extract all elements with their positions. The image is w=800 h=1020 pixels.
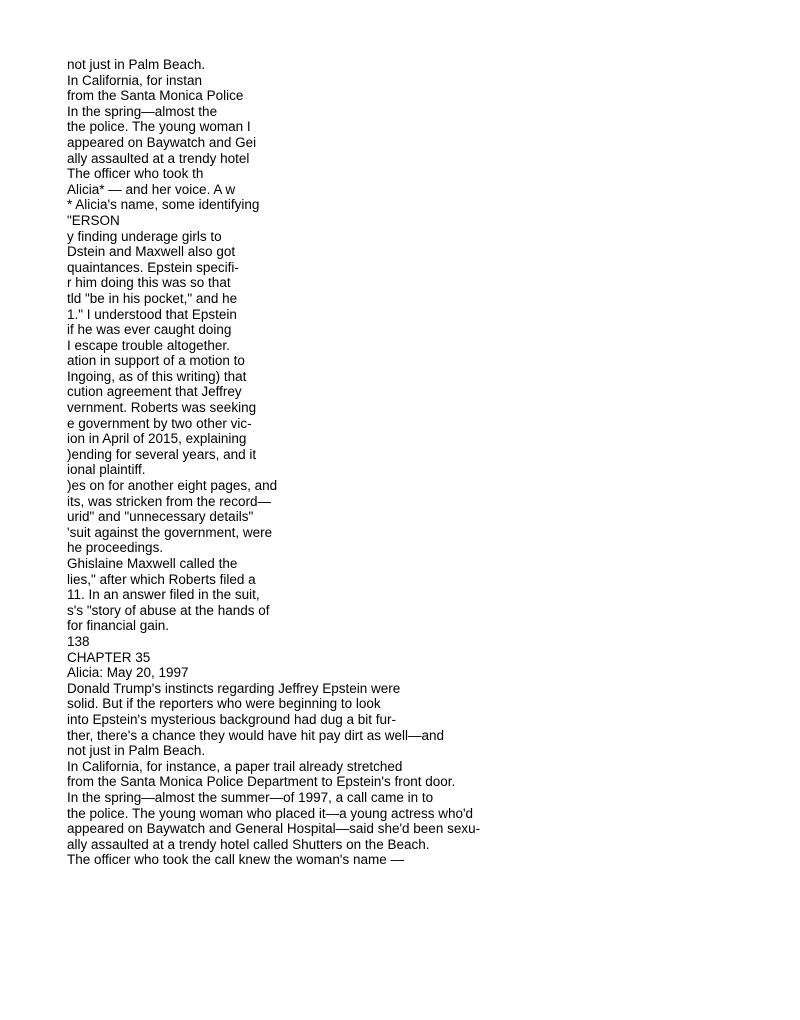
text-line: The officer who took th xyxy=(67,166,204,182)
text-line: 138 xyxy=(67,633,90,649)
text-line: y finding underage girls to xyxy=(67,228,222,244)
text-line: its, was stricken from the record— xyxy=(67,493,272,509)
text-line: the police. The young woman I xyxy=(67,119,251,135)
text-line: Ghislaine Maxwell called the xyxy=(67,556,238,571)
text-line: ional plaintiff. xyxy=(67,462,146,478)
text-line: Dstein and Maxwell also got xyxy=(67,244,236,260)
text-line: from the Santa Monica Police xyxy=(67,88,244,104)
text-line: * Alicia's name, some identifying xyxy=(67,197,260,213)
text-line: appeared on Baywatch and Gei xyxy=(67,134,257,150)
text-line: The officer who took the call knew the woman's name — xyxy=(67,852,404,868)
text-line: for financial gain. xyxy=(67,618,170,634)
text-line: not just in Palm Beach. xyxy=(67,57,206,72)
text-line: "ERSON xyxy=(67,212,120,228)
text-line: s's "story of abuse at the hands of xyxy=(67,602,270,618)
text-line: solid. But if the reporters who were beginning to look xyxy=(67,696,381,712)
text-line: e government by two other vic- xyxy=(67,415,252,431)
ocr-text-block xyxy=(67,57,767,868)
text-line: from the Santa Monica Police Department to Epstein's front door. xyxy=(67,774,456,790)
text-line: into Epstein's mysterious background had dug a bit fur- xyxy=(67,711,397,727)
text-line: the police. The young woman who placed it—a young actress who'd xyxy=(67,805,474,821)
text-line: cution agreement that Jeffrey xyxy=(67,384,242,400)
text-line: In California, for instan xyxy=(67,72,203,88)
text-line: I escape trouble altogether. xyxy=(67,337,230,353)
text-line: urid" and "unnecessary details" xyxy=(67,509,254,525)
text-line: he proceedings. xyxy=(67,540,164,556)
text-line: Donald Trump's instincts regarding Jeffrey Epstein were xyxy=(67,680,401,696)
text-line: CHAPTER 35 xyxy=(67,649,151,665)
text-line: quaintances. Epstein specifi- xyxy=(67,259,239,275)
text-line: )ending for several years, and it xyxy=(67,446,257,462)
text-line: ally assaulted at a trendy hotel called Shutters on the Beach. xyxy=(67,836,430,852)
text-line: Alicia: May 20, 1997 xyxy=(67,665,189,681)
text-line: vernment. Roberts was seeking xyxy=(67,400,257,416)
text-line: In California, for instance, a paper trail already stretched xyxy=(67,758,403,774)
text-line: In the spring—almost the xyxy=(67,103,218,119)
text-line: not just in Palm Beach. xyxy=(67,743,206,759)
text-line: if he was ever caught doing xyxy=(67,322,232,338)
text-line: lies," after which Roberts filed a xyxy=(67,571,256,587)
text-line: 11. In an answer filed in the suit, xyxy=(67,587,260,603)
text-line: ally assaulted at a trendy hotel xyxy=(67,150,250,166)
text-line: appeared on Baywatch and General Hospital—said she'd been sexu- xyxy=(67,821,481,837)
text-line: r him doing this was so that xyxy=(67,275,231,291)
text-line: Ingoing, as of this writing) that xyxy=(67,368,247,384)
text-line: 1." I understood that Epstein xyxy=(67,306,237,322)
text-line: ther, there's a chance they would have hit pay dirt as well—and xyxy=(67,727,445,743)
text-line: 'suit against the government, were xyxy=(67,524,273,540)
text-line: Alicia* — and her voice. A w xyxy=(67,181,236,197)
text-line: tld "be in his pocket," and he xyxy=(67,290,238,306)
text-line: )es on for another eight pages, and xyxy=(67,478,278,494)
text-line: ation in support of a motion to xyxy=(67,353,245,369)
text-line: ion in April of 2015, explaining xyxy=(67,431,247,447)
text-line: In the spring—almost the summer—of 1997, a call came in to xyxy=(67,789,434,805)
